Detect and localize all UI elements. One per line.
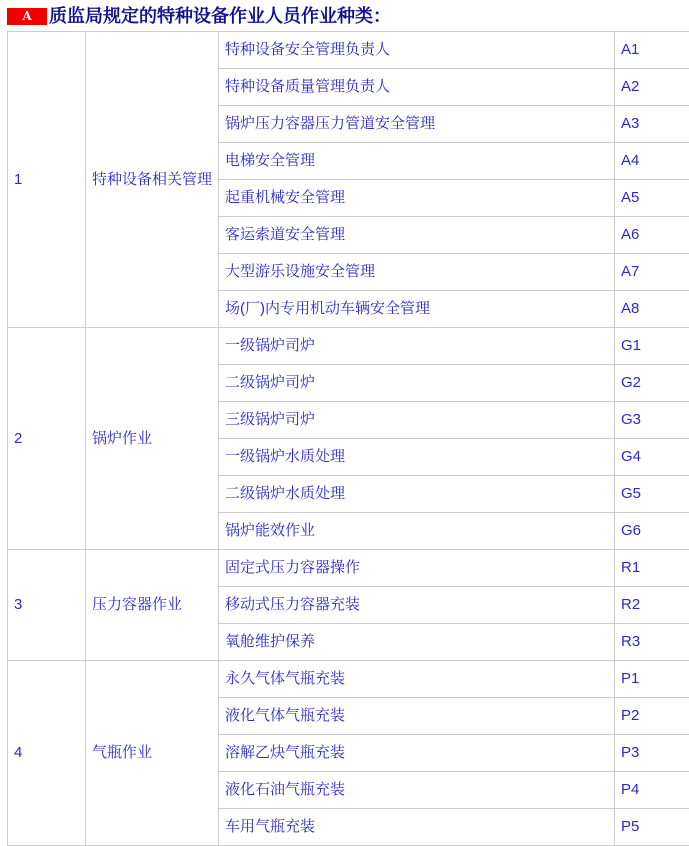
job-cell: 车用气瓶充装 (219, 809, 615, 846)
code-cell: G1 (615, 328, 689, 365)
code-cell: G5 (615, 476, 689, 513)
job-cell: 锅炉压力容器压力管道安全管理 (219, 106, 615, 143)
job-cell: 二级锅炉水质处理 (219, 476, 615, 513)
page-title: 质监局规定的特种设备作业人员作业种类： (49, 5, 391, 27)
job-cell: 液化气体气瓶充装 (219, 698, 615, 735)
jobs-table (7, 31, 689, 846)
job-cell: 三级锅炉司炉 (219, 402, 615, 439)
code-cell: A4 (615, 143, 689, 180)
page-header (0, 0, 689, 31)
code-cell: P4 (615, 772, 689, 809)
job-cell: 特种设备安全管理负责人 (219, 32, 615, 69)
group-category: 特种设备相关管理 (86, 32, 219, 328)
group-category: 锅炉作业 (86, 328, 219, 550)
job-cell: 氧舱维护保养 (219, 624, 615, 661)
table-row (8, 550, 689, 587)
job-cell: 一级锅炉司炉 (219, 328, 615, 365)
job-cell: 特种设备质量管理负责人 (219, 69, 615, 106)
code-cell: A3 (615, 106, 689, 143)
code-cell: A8 (615, 291, 689, 328)
code-cell: P2 (615, 698, 689, 735)
job-cell: 一级锅炉水质处理 (219, 439, 615, 476)
job-cell: 电梯安全管理 (219, 143, 615, 180)
table-row (8, 328, 689, 365)
job-cell: 锅炉能效作业 (219, 513, 615, 550)
code-cell: P1 (615, 661, 689, 698)
job-cell: 液化石油气瓶充装 (219, 772, 615, 809)
group-number: 4 (8, 661, 86, 846)
section-a-badge: A (7, 8, 47, 25)
job-cell: 溶解乙炔气瓶充装 (219, 735, 615, 772)
group-number: 3 (8, 550, 86, 661)
code-cell: A1 (615, 32, 689, 69)
table-row (8, 661, 689, 698)
code-cell: A7 (615, 254, 689, 291)
table-row (8, 32, 689, 69)
job-cell: 移动式压力容器充装 (219, 587, 615, 624)
job-cell: 起重机械安全管理 (219, 180, 615, 217)
code-cell: P3 (615, 735, 689, 772)
job-cell: 客运索道安全管理 (219, 217, 615, 254)
code-cell: G2 (615, 365, 689, 402)
group-number: 1 (8, 32, 86, 328)
code-cell: R2 (615, 587, 689, 624)
code-cell: P5 (615, 809, 689, 846)
code-cell: R3 (615, 624, 689, 661)
job-cell: 二级锅炉司炉 (219, 365, 615, 402)
code-cell: G3 (615, 402, 689, 439)
code-cell: A5 (615, 180, 689, 217)
code-cell: A2 (615, 69, 689, 106)
job-cell: 场(厂)内专用机动车辆安全管理 (219, 291, 615, 328)
group-category: 压力容器作业 (86, 550, 219, 661)
group-number: 2 (8, 328, 86, 550)
code-cell: G6 (615, 513, 689, 550)
job-cell: 固定式压力容器操作 (219, 550, 615, 587)
job-cell: 大型游乐设施安全管理 (219, 254, 615, 291)
code-cell: G4 (615, 439, 689, 476)
job-cell: 永久气体气瓶充装 (219, 661, 615, 698)
code-cell: R1 (615, 550, 689, 587)
code-cell: A6 (615, 217, 689, 254)
group-category: 气瓶作业 (86, 661, 219, 846)
